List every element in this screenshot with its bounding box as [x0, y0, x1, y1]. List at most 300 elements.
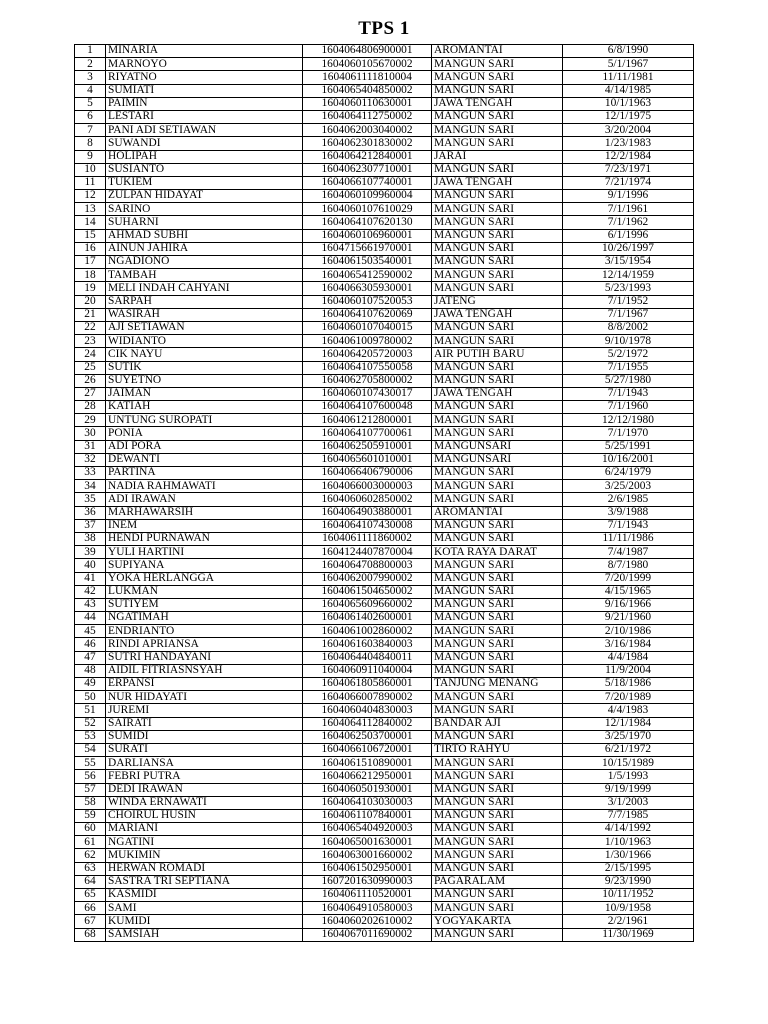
- row-number: 7: [75, 124, 106, 137]
- voter-address: MANGUN SARI: [432, 823, 563, 836]
- row-number: 16: [75, 242, 106, 255]
- row-number: 55: [75, 757, 106, 770]
- voter-name: HENDI PURNAWAN: [106, 532, 303, 545]
- voter-name: SUPIYANA: [106, 559, 303, 572]
- voter-nik: 1604064112840002: [303, 717, 432, 730]
- voter-name: HERWAN ROMADI: [106, 862, 303, 875]
- voter-nik: 1604715661970001: [303, 242, 432, 255]
- voter-address: MANGUN SARI: [432, 374, 563, 387]
- voter-birth-date: 9/16/1966: [563, 598, 694, 611]
- row-number: 13: [75, 203, 106, 216]
- table-row: [75, 691, 694, 704]
- table-row: [75, 532, 694, 545]
- row-number: 21: [75, 308, 106, 321]
- voter-name: SASTRA TRI SEPTIANA: [106, 875, 303, 888]
- voter-birth-date: 7/1/1970: [563, 427, 694, 440]
- row-number: 65: [75, 889, 106, 902]
- voter-nik: 1604064205720003: [303, 348, 432, 361]
- voter-birth-date: 7/1/1943: [563, 519, 694, 532]
- voter-nik: 1604060202610002: [303, 915, 432, 928]
- table-row: [75, 295, 694, 308]
- voter-address: MANGUN SARI: [432, 467, 563, 480]
- row-number: 30: [75, 427, 106, 440]
- row-number: 62: [75, 849, 106, 862]
- table-row: [75, 269, 694, 282]
- voter-address: MANGUN SARI: [432, 585, 563, 598]
- table-row: [75, 598, 694, 611]
- voter-name: WINDA ERNAWATI: [106, 796, 303, 809]
- table-row: [75, 453, 694, 466]
- voter-birth-date: 3/1/2003: [563, 796, 694, 809]
- voter-nik: 1604061504650002: [303, 585, 432, 598]
- voter-name: SURATI: [106, 743, 303, 756]
- voter-birth-date: 7/4/1987: [563, 546, 694, 559]
- voter-birth-date: 11/9/2004: [563, 664, 694, 677]
- table-row: [75, 401, 694, 414]
- voter-name: SUYETNO: [106, 374, 303, 387]
- voter-birth-date: 9/19/1999: [563, 783, 694, 796]
- voter-address: MANGUN SARI: [432, 704, 563, 717]
- row-number: 42: [75, 585, 106, 598]
- voter-name: MARNOYO: [106, 58, 303, 71]
- voter-nik: 1604066003000003: [303, 480, 432, 493]
- voter-name: WASIRAH: [106, 308, 303, 321]
- voter-name: AINUN JAHIRA: [106, 242, 303, 255]
- row-number: 33: [75, 467, 106, 480]
- row-number: 54: [75, 743, 106, 756]
- voter-birth-date: 10/9/1958: [563, 902, 694, 915]
- voter-name: NGADIONO: [106, 256, 303, 269]
- voter-nik: 1604124407870004: [303, 546, 432, 559]
- voter-nik: 1604064903880001: [303, 506, 432, 519]
- voter-name: WIDIANTO: [106, 335, 303, 348]
- voter-address: MANGUN SARI: [432, 203, 563, 216]
- voter-name: SUHARNI: [106, 216, 303, 229]
- voter-nik: 1604063001660002: [303, 849, 432, 862]
- voter-birth-date: 7/20/1999: [563, 572, 694, 585]
- voter-name: SAMI: [106, 902, 303, 915]
- voter-address: MANGUN SARI: [432, 783, 563, 796]
- row-number: 51: [75, 704, 106, 717]
- voter-address: TIRTO RAHYU: [432, 743, 563, 756]
- voter-address: JARAI: [432, 150, 563, 163]
- voter-name: SUSIANTO: [106, 163, 303, 176]
- voter-address: MANGUN SARI: [432, 849, 563, 862]
- table-row: [75, 678, 694, 691]
- row-number: 23: [75, 335, 106, 348]
- voter-nik: 1604064107620130: [303, 216, 432, 229]
- voter-nik: 1604061402600001: [303, 612, 432, 625]
- voter-birth-date: 5/18/1986: [563, 678, 694, 691]
- table-row: [75, 928, 694, 941]
- voter-nik: 1604064107600048: [303, 401, 432, 414]
- voter-name: RIYATNO: [106, 71, 303, 84]
- row-number: 68: [75, 928, 106, 941]
- voter-birth-date: 3/25/2003: [563, 480, 694, 493]
- voter-birth-date: 3/25/1970: [563, 730, 694, 743]
- voter-address: JAWA TENGAH: [432, 387, 563, 400]
- table-row: [75, 282, 694, 295]
- row-number: 32: [75, 453, 106, 466]
- voter-birth-date: 2/6/1985: [563, 493, 694, 506]
- table-row: [75, 84, 694, 97]
- row-number: 18: [75, 269, 106, 282]
- row-number: 34: [75, 480, 106, 493]
- voter-address: MANGUN SARI: [432, 612, 563, 625]
- voter-name: AIDIL FITRIASNSYAH: [106, 664, 303, 677]
- voter-name: INEM: [106, 519, 303, 532]
- table-row: [75, 335, 694, 348]
- voter-address: MANGUN SARI: [432, 559, 563, 572]
- row-number: 60: [75, 823, 106, 836]
- voter-nik: 1604064404840011: [303, 651, 432, 664]
- table-row: [75, 915, 694, 928]
- voter-birth-date: 11/11/1981: [563, 71, 694, 84]
- voter-address: MANGUN SARI: [432, 242, 563, 255]
- voter-nik: 1604060602850002: [303, 493, 432, 506]
- row-number: 64: [75, 875, 106, 888]
- row-number: 17: [75, 256, 106, 269]
- row-number: 9: [75, 150, 106, 163]
- table-row: [75, 256, 694, 269]
- voter-nik: 1604060107430017: [303, 387, 432, 400]
- voter-name: TUKIEM: [106, 176, 303, 189]
- voter-address: KOTA RAYA DARAT: [432, 546, 563, 559]
- voter-name: JAIMAN: [106, 387, 303, 400]
- voter-name: AJI SETIAWAN: [106, 321, 303, 334]
- voter-birth-date: 1/30/1966: [563, 849, 694, 862]
- voter-nik: 1604066007890002: [303, 691, 432, 704]
- row-number: 57: [75, 783, 106, 796]
- voter-address: MANGUN SARI: [432, 269, 563, 282]
- table-row: [75, 440, 694, 453]
- row-number: 2: [75, 58, 106, 71]
- voter-nik: 1604060911040004: [303, 664, 432, 677]
- voter-address: JAWA TENGAH: [432, 97, 563, 110]
- voter-name: PANI ADI SETIAWAN: [106, 124, 303, 137]
- voter-name: SUTRI HANDAYANI: [106, 651, 303, 664]
- voter-name: HOLIPAH: [106, 150, 303, 163]
- voter-name: ADI PORA: [106, 440, 303, 453]
- table-row: [75, 110, 694, 123]
- voter-name: JUREMI: [106, 704, 303, 717]
- voter-nik: 1604064103030003: [303, 796, 432, 809]
- row-number: 45: [75, 625, 106, 638]
- voter-nik: 1604062007990002: [303, 572, 432, 585]
- row-number: 48: [75, 664, 106, 677]
- voter-nik: 1604062705800002: [303, 374, 432, 387]
- table-row: [75, 783, 694, 796]
- table-row: [75, 809, 694, 822]
- row-number: 27: [75, 387, 106, 400]
- voter-name: ENDRIANTO: [106, 625, 303, 638]
- voter-birth-date: 1/23/1983: [563, 137, 694, 150]
- voter-name: NUR HIDAYATI: [106, 691, 303, 704]
- voter-birth-date: 12/1/1984: [563, 717, 694, 730]
- voter-birth-date: 6/1/1996: [563, 229, 694, 242]
- voter-birth-date: 4/4/1983: [563, 704, 694, 717]
- table-row: [75, 321, 694, 334]
- voter-address: MANGUN SARI: [432, 730, 563, 743]
- voter-birth-date: 7/7/1985: [563, 809, 694, 822]
- voter-name: KUMIDI: [106, 915, 303, 928]
- table-row: [75, 348, 694, 361]
- voter-nik: 1604060106960001: [303, 229, 432, 242]
- voter-name: PAIMIN: [106, 97, 303, 110]
- voter-birth-date: 12/12/1980: [563, 414, 694, 427]
- row-number: 49: [75, 678, 106, 691]
- voter-birth-date: 10/15/1989: [563, 757, 694, 770]
- voter-birth-date: 6/21/1972: [563, 743, 694, 756]
- table-row: [75, 862, 694, 875]
- voter-address: MANGUN SARI: [432, 163, 563, 176]
- voter-address: MANGUN SARI: [432, 124, 563, 137]
- voter-address: MANGUN SARI: [432, 414, 563, 427]
- voter-name: LESTARI: [106, 110, 303, 123]
- voter-birth-date: 12/14/1959: [563, 269, 694, 282]
- voter-birth-date: 5/25/1991: [563, 440, 694, 453]
- voter-name: FEBRI PUTRA: [106, 770, 303, 783]
- row-number: 35: [75, 493, 106, 506]
- table-row: [75, 849, 694, 862]
- voter-nik: 1604061603840003: [303, 638, 432, 651]
- row-number: 1: [75, 45, 106, 58]
- table-row: [75, 58, 694, 71]
- voter-nik: 1604067011690002: [303, 928, 432, 941]
- voter-address: MANGUN SARI: [432, 58, 563, 71]
- voter-birth-date: 11/30/1969: [563, 928, 694, 941]
- table-row: [75, 176, 694, 189]
- voter-address: MANGUN SARI: [432, 638, 563, 651]
- row-number: 24: [75, 348, 106, 361]
- voter-address: MANGUN SARI: [432, 401, 563, 414]
- voter-birth-date: 10/16/2001: [563, 453, 694, 466]
- voter-birth-date: 1/10/1963: [563, 836, 694, 849]
- voter-birth-date: 12/1/1975: [563, 110, 694, 123]
- voter-nik: 1604064107550058: [303, 361, 432, 374]
- voter-birth-date: 8/7/1980: [563, 559, 694, 572]
- voter-name: SARINO: [106, 203, 303, 216]
- row-number: 8: [75, 137, 106, 150]
- voter-name: MINARIA: [106, 45, 303, 58]
- row-number: 11: [75, 176, 106, 189]
- table-row: [75, 743, 694, 756]
- voter-name: MUKIMIN: [106, 849, 303, 862]
- row-number: 67: [75, 915, 106, 928]
- voter-birth-date: 6/24/1979: [563, 467, 694, 480]
- row-number: 44: [75, 612, 106, 625]
- voter-address: MANGUN SARI: [432, 137, 563, 150]
- document-title: TPS 1: [358, 18, 410, 39]
- table-row: [75, 519, 694, 532]
- voter-nik: 1604060107040015: [303, 321, 432, 334]
- voter-birth-date: 4/14/1985: [563, 84, 694, 97]
- table-row: [75, 717, 694, 730]
- voter-name: DEDI IRAWAN: [106, 783, 303, 796]
- voter-address: MANGUN SARI: [432, 691, 563, 704]
- voter-name: CIK NAYU: [106, 348, 303, 361]
- voter-name: CHOIRUL HUSIN: [106, 809, 303, 822]
- voter-birth-date: 3/20/2004: [563, 124, 694, 137]
- table-row: [75, 480, 694, 493]
- voter-nik: 1604060105670002: [303, 58, 432, 71]
- voter-birth-date: 7/1/1943: [563, 387, 694, 400]
- voter-name: RINDI APRIANSA: [106, 638, 303, 651]
- voter-nik: 1604062301830002: [303, 137, 432, 150]
- voter-birth-date: 4/14/1992: [563, 823, 694, 836]
- voter-address: MANGUN SARI: [432, 572, 563, 585]
- table-row: [75, 546, 694, 559]
- voter-name: SUMIATI: [106, 84, 303, 97]
- voter-nik: 1604064910580003: [303, 902, 432, 915]
- voter-nik: 1604064806900001: [303, 45, 432, 58]
- voter-address: MANGUNSARI: [432, 453, 563, 466]
- table-row: [75, 163, 694, 176]
- table-row: [75, 664, 694, 677]
- row-number: 37: [75, 519, 106, 532]
- voter-name: NGATINI: [106, 836, 303, 849]
- table-row: [75, 506, 694, 519]
- voter-nik: 1604061805860001: [303, 678, 432, 691]
- voter-birth-date: 5/2/1972: [563, 348, 694, 361]
- voter-name: KASMIDI: [106, 889, 303, 902]
- voter-nik: 1604061107840001: [303, 809, 432, 822]
- voter-birth-date: 12/2/1984: [563, 150, 694, 163]
- voter-nik: 1604060107610029: [303, 203, 432, 216]
- voter-address: PAGARALAM: [432, 875, 563, 888]
- voter-nik: 1604064107620069: [303, 308, 432, 321]
- table-row: [75, 757, 694, 770]
- voter-name: SUMIDI: [106, 730, 303, 743]
- voter-name: UNTUNG SUROPATI: [106, 414, 303, 427]
- table-row: [75, 203, 694, 216]
- row-number: 29: [75, 414, 106, 427]
- row-number: 15: [75, 229, 106, 242]
- voter-birth-date: 3/15/1954: [563, 256, 694, 269]
- voter-address: JAWA TENGAH: [432, 308, 563, 321]
- voter-birth-date: 2/10/1986: [563, 625, 694, 638]
- row-number: 40: [75, 559, 106, 572]
- voter-birth-date: 7/1/1962: [563, 216, 694, 229]
- voter-name: PONIA: [106, 427, 303, 440]
- row-number: 66: [75, 902, 106, 915]
- table-row: [75, 612, 694, 625]
- table-row: [75, 585, 694, 598]
- voter-address: MANGUN SARI: [432, 361, 563, 374]
- voter-name: DARLIANSA: [106, 757, 303, 770]
- voter-address: MANGUN SARI: [432, 862, 563, 875]
- voter-address: JATENG: [432, 295, 563, 308]
- voter-name: MELI INDAH CAHYANI: [106, 282, 303, 295]
- voter-name: YOKA HERLANGGA: [106, 572, 303, 585]
- table-row: [75, 190, 694, 203]
- voter-birth-date: 9/23/1990: [563, 875, 694, 888]
- voter-birth-date: 10/11/1952: [563, 889, 694, 902]
- table-row: [75, 796, 694, 809]
- voter-list-body: [75, 45, 694, 942]
- voter-birth-date: 5/23/1993: [563, 282, 694, 295]
- table-row: [75, 216, 694, 229]
- voter-name: YULI HARTINI: [106, 546, 303, 559]
- voter-birth-date: 7/1/1967: [563, 308, 694, 321]
- voter-birth-date: 2/15/1995: [563, 862, 694, 875]
- voter-birth-date: 9/1/1996: [563, 190, 694, 203]
- table-row: [75, 823, 694, 836]
- voter-name: SAIRATI: [106, 717, 303, 730]
- row-number: 46: [75, 638, 106, 651]
- voter-birth-date: 7/1/1952: [563, 295, 694, 308]
- row-number: 5: [75, 97, 106, 110]
- voter-birth-date: 6/8/1990: [563, 45, 694, 58]
- voter-nik: 1604060501930001: [303, 783, 432, 796]
- voter-address: MANGUN SARI: [432, 110, 563, 123]
- voter-birth-date: 7/1/1961: [563, 203, 694, 216]
- row-number: 6: [75, 110, 106, 123]
- row-number: 28: [75, 401, 106, 414]
- voter-birth-date: 8/8/2002: [563, 321, 694, 334]
- row-number: 12: [75, 190, 106, 203]
- voter-nik: 1604062503700001: [303, 730, 432, 743]
- voter-address: MANGUN SARI: [432, 532, 563, 545]
- voter-name: SUWANDI: [106, 137, 303, 150]
- voter-address: MANGUN SARI: [432, 493, 563, 506]
- row-number: 19: [75, 282, 106, 295]
- voter-name: NADIA RAHMAWATI: [106, 480, 303, 493]
- table-row: [75, 387, 694, 400]
- table-row: [75, 97, 694, 110]
- voter-address: MANGUN SARI: [432, 836, 563, 849]
- voter-name: MARIANI: [106, 823, 303, 836]
- voter-nik: 1604065404920003: [303, 823, 432, 836]
- voter-address: MANGUN SARI: [432, 282, 563, 295]
- voter-nik: 1604062307710001: [303, 163, 432, 176]
- voter-nik: 1604065412590002: [303, 269, 432, 282]
- table-row: [75, 467, 694, 480]
- voter-address: TANJUNG MENANG: [432, 678, 563, 691]
- voter-address: MANGUN SARI: [432, 928, 563, 941]
- table-row: [75, 625, 694, 638]
- row-number: 43: [75, 598, 106, 611]
- row-number: 25: [75, 361, 106, 374]
- voter-nik: 1604061503540001: [303, 256, 432, 269]
- voter-address: MANGUN SARI: [432, 84, 563, 97]
- voter-address: MANGUN SARI: [432, 190, 563, 203]
- voter-address: MANGUN SARI: [432, 229, 563, 242]
- voter-address: YOGYAKARTA: [432, 915, 563, 928]
- voter-birth-date: 3/9/1988: [563, 506, 694, 519]
- voter-name: AHMAD SUBHI: [106, 229, 303, 242]
- table-row: [75, 875, 694, 888]
- table-row: [75, 242, 694, 255]
- voter-birth-date: 9/21/1960: [563, 612, 694, 625]
- voter-address: AROMANTAI: [432, 45, 563, 58]
- voter-address: MANGUN SARI: [432, 889, 563, 902]
- voter-address: MANGUN SARI: [432, 809, 563, 822]
- voter-birth-date: 3/16/1984: [563, 638, 694, 651]
- voter-address: MANGUN SARI: [432, 598, 563, 611]
- row-number: 52: [75, 717, 106, 730]
- voter-nik: 1604066107740001: [303, 176, 432, 189]
- voter-address: MANGUNSARI: [432, 440, 563, 453]
- row-number: 36: [75, 506, 106, 519]
- voter-birth-date: 7/1/1960: [563, 401, 694, 414]
- voter-address: AROMANTAI: [432, 506, 563, 519]
- voter-name: SARPAH: [106, 295, 303, 308]
- table-row: [75, 704, 694, 717]
- table-row: [75, 730, 694, 743]
- voter-birth-date: 7/1/1955: [563, 361, 694, 374]
- voter-nik: 1604065609660002: [303, 598, 432, 611]
